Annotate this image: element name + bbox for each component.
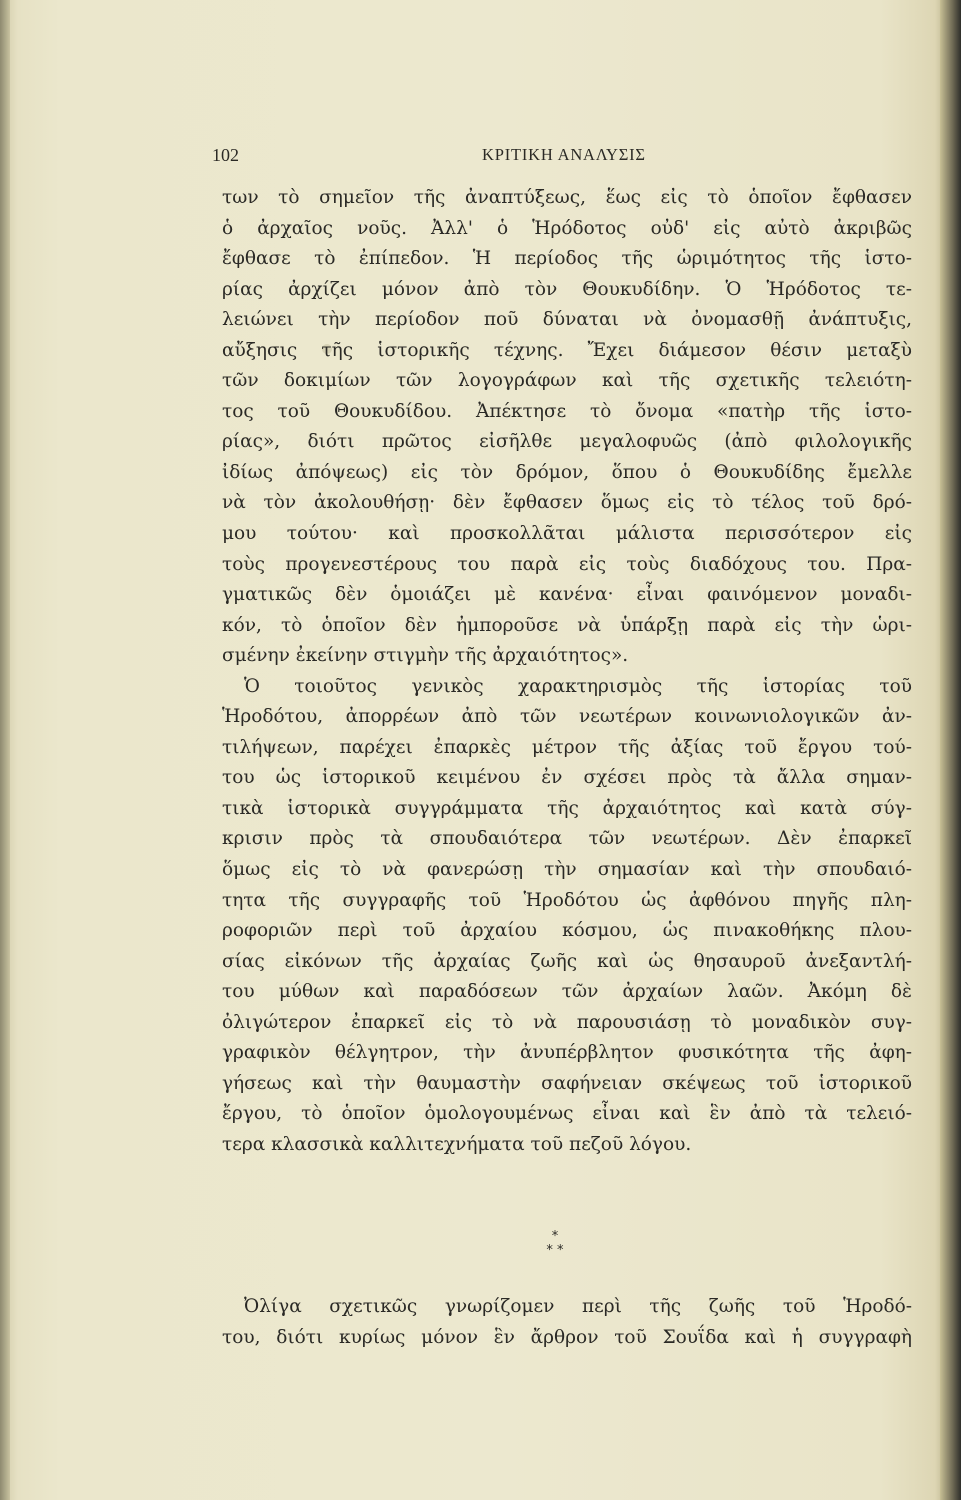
paragraph-first-line: Ὀλίγα σχετικῶς γνωρίζομεν περὶ τῆς ζωῆς τοῦ Ἡροδό- [244, 1296, 912, 1317]
main-text [222, 183, 912, 1161]
text-line: ρίας», διότι πρῶτος εἰσῆλθε μεγαλοφυῶς (ἀπὸ φιλολογικῆς [222, 431, 912, 453]
text-line: τιλήψεων, παρέχει ἐπαρκὲς μέτρον τῆς ἀξίας τοῦ ἔργου τού- [222, 736, 912, 758]
text-line: γραφικὸν θέλγητρον, τὴν ἀνυπέρβλητον φυσικότητα τῆς ἀφη- [222, 1042, 912, 1064]
text-line: των τὸ σημεῖον τῆς ἀναπτύξεως, ἕως εἰς τὸ ὁποῖον ἔφθασεν [222, 187, 912, 208]
page-edge-shadow [940, 0, 961, 1500]
text-line: τικὰ ἱστορικὰ συγγράμματα τῆς ἀρχαιότητος καὶ κατὰ σύγ- [222, 797, 912, 819]
text-line: κρισιν πρὸς τὰ σπουδαιότερα τῶν νεωτέρων. Δὲν ἐπαρκεῖ [222, 828, 912, 850]
text-line: σίας εἰκόνων τῆς ἀρχαίας ζωῆς καὶ ὡς θησαυροῦ ἀνεξαντλή- [222, 950, 912, 972]
text-line: τος τοῦ Θουκυδίδου. Ἀπέκτησε τὸ ὄνομα «πατὴρ τῆς ἱστο- [222, 400, 912, 422]
ornament-bottom-stars: * * [546, 1243, 564, 1258]
page-header [212, 145, 902, 171]
text-line: λειώνει τὴν περίοδον ποῦ δύναται νὰ ὀνομασθῇ ἀνάπτυξις, [222, 309, 912, 331]
text-line: τερα κλασσικὰ καλλιτεχνήματα τοῦ πεζοῦ λόγου. [222, 1133, 692, 1155]
text-line: του ὡς ἱστορικοῦ κειμένου ἐν σχέσει πρὸς τὰ ἄλλα σημαν- [222, 767, 912, 789]
page-binding [0, 0, 10, 1500]
text-line: αὔξησις τῆς ἱστορικῆς τέχνης. Ἔχει διάμεσον θέσιν μεταξὺ [222, 339, 912, 361]
text-line: του, διότι κυρίως μόνον ἓν ἄρθρον τοῦ Σουΐδα καὶ ἡ συγγραφὴ [222, 1326, 912, 1348]
text-line: ἔφθασε τὸ ἐπίπεδον. Ἡ περίοδος τῆς ὡριμότητος τῆς ἱστο- [222, 248, 912, 270]
text-line: γήσεως καὶ τὴν θαυμαστὴν σαφήνειαν σκέψεως τοῦ ἱστορικοῦ [222, 1072, 912, 1094]
text-line: ἰδίως ἀπόψεως) εἰς τὸν δρόμον, ὅπου ὁ Θουκυδίδης ἔμελλε [222, 461, 912, 483]
text-line: νὰ τὸν ἀκολουθήσῃ· δὲν ἔφθασεν ὅμως εἰς τὸ τέλος τοῦ δρό- [222, 492, 912, 514]
section-ornament [540, 1230, 570, 1258]
page-number: 102 [212, 145, 239, 165]
ornament-top-star: * [551, 1229, 559, 1244]
text-line: του μύθων καὶ παραδόσεων τῶν ἀρχαίων λαῶν. Ἀκόμη δὲ [222, 981, 912, 1003]
text-line: ὀλιγώτερον ἐπαρκεῖ εἰς τὸ νὰ παρουσιάσῃ τὸ μοναδικὸν συγ- [222, 1011, 912, 1033]
text-line: σμένην ἐκείνην στιγμὴν τῆς ἀρχαιότητος». [222, 645, 629, 667]
text-line: ἔργου, τὸ ὁποῖον ὁμολογουμένως εἶναι καὶ ἓν ἀπὸ τὰ τελειό- [222, 1103, 912, 1125]
section-text [222, 1292, 912, 1353]
paragraph-first-line: Ὁ τοιοῦτος γενικὸς χαρακτηρισμὸς τῆς ἱστορίας τοῦ [244, 675, 912, 697]
text-line: τῶν δοκιμίων τῶν λογογράφων καὶ τῆς σχετικῆς τελειότη- [222, 370, 912, 392]
running-head: ΚΡΙΤΙΚΗ ΑΝΑΛΥΣΙΣ [482, 145, 646, 164]
text-line: ροφοριῶν περὶ τοῦ ἀρχαίου κόσμου, ὡς πινακοθήκης πλου- [222, 920, 912, 942]
text-line: γματικῶς δὲν ὁμοιάζει μὲ κανένα· εἶναι φαινόμενον μοναδι- [222, 584, 912, 606]
text-line: ρίας ἀρχίζει μόνον ἀπὸ τὸν Θουκυδίδην. Ὁ Ἡρόδοτος τε- [222, 278, 912, 300]
text-line: κόν, τὸ ὁποῖον δὲν ἠμποροῦσε νὰ ὑπάρξῃ παρὰ εἰς τὴν ὡρι- [222, 614, 912, 636]
text-line: τητα τῆς συγγραφῆς τοῦ Ἡροδότου ὡς ἀφθόνου πηγῆς πλη- [222, 889, 912, 911]
text-line: τοὺς προγενεστέρους του παρὰ εἰς τοὺς διαδόχους του. Πρα- [222, 553, 912, 575]
text-line: Ἡροδότου, ἀπορρέων ἀπὸ τῶν νεωτέρων κοινωνιολογικῶν ἀν- [222, 706, 912, 728]
text-line: ὅμως εἰς τὸ νὰ φανερώσῃ τὴν σημασίαν καὶ τὴν σπουδαιό- [222, 859, 912, 881]
text-line: μου τούτου· καὶ προσκολλᾶται μάλιστα περισσότερον εἰς [222, 523, 912, 545]
text-line: ὁ ἀρχαῖος νοῦς. Ἀλλ' ὁ Ἡρόδοτος οὐδ' εἰς αὐτὸ ἀκριβῶς [222, 217, 912, 239]
